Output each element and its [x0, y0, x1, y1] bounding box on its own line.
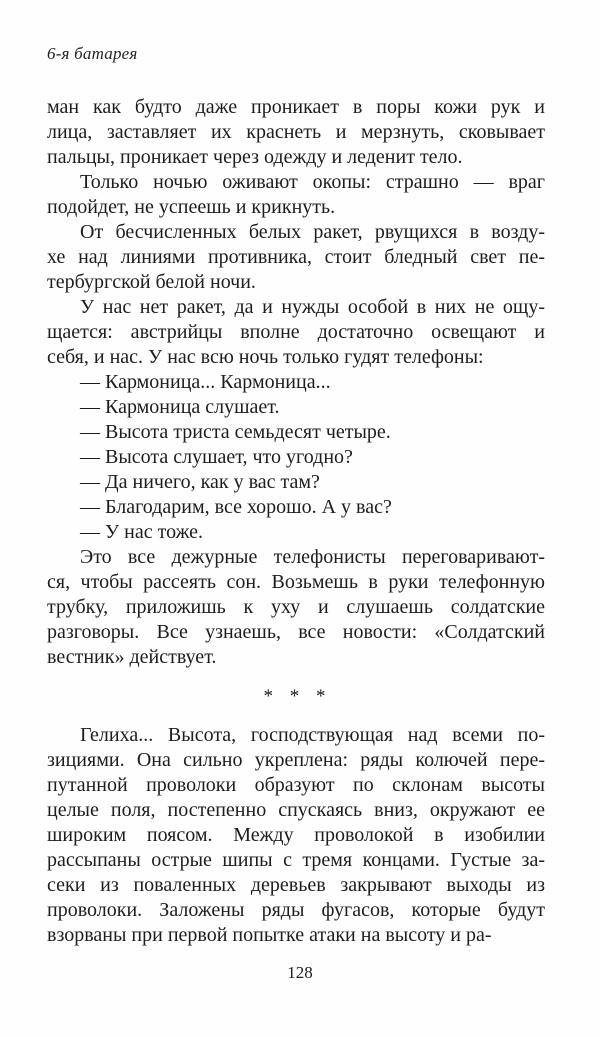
text-line: проволоки. Заложены ряды фугасов, которые будут [47, 899, 545, 921]
text-line: широким поясом. Между проволокой в изобилии [47, 824, 545, 846]
paragraph [47, 445, 545, 470]
text-line: От бесчисленных белых ракет, рвущихся в возду- [80, 221, 545, 243]
paragraph [47, 520, 545, 545]
text-line: щается: австрийцы вполне достаточно освещают и [47, 321, 545, 343]
section-separator: * * * [263, 686, 329, 707]
text-line: Только ночью оживают окопы: страшно — враг [80, 171, 545, 193]
text-column [47, 95, 545, 948]
paragraph [47, 723, 545, 948]
paragraph [47, 470, 545, 495]
paragraph [47, 370, 545, 395]
page-number: 128 [287, 963, 313, 982]
paragraph [47, 295, 545, 370]
paragraph [47, 220, 545, 295]
text-line: — Высота слушает, что угодно? [80, 446, 353, 468]
paragraph [47, 545, 545, 670]
paragraph [47, 170, 545, 220]
text-line: ман как будто даже проникает в поры кожи рук и [47, 96, 545, 118]
text-line: взорваны при первой попытке атаки на высоту и ра- [47, 924, 492, 946]
text-line: Гелиха... Высота, господствующая над всеми по- [80, 724, 545, 746]
text-line: трубку, приложишь к уху и слушаешь солдатские [47, 596, 545, 618]
text-line: целые поля, постепенно спускаясь вниз, окружают ее [47, 799, 545, 821]
text-line: вестник» действует. [47, 646, 217, 668]
text-line: — Благодарим, все хорошо. А у вас? [80, 496, 392, 518]
text-line: Это все дежурные телефонисты переговаривают- [80, 546, 545, 568]
text-line: хе над линиями противника, стоит бледный свет пе- [47, 246, 545, 268]
text-line: зициями. Она сильно укреплена: ряды колючей пере- [47, 749, 545, 771]
text-line: — Кармоница... Кармоница... [80, 371, 331, 393]
paragraph [47, 495, 545, 520]
text-line: тербургской белой ночи. [47, 271, 256, 293]
text-line: путанной проволоки образуют по склонам высоты [47, 774, 545, 796]
text-line: — Высота триста семьдесят четыре. [80, 421, 391, 443]
paragraph [47, 395, 545, 420]
text-line: лица, заставляет их краснеть и мерзнуть, сковывает [47, 121, 545, 143]
text-line: рассыпаны острые шипы с тремя концами. Густые за- [47, 849, 545, 871]
text-line: — У нас тоже. [80, 521, 204, 543]
text-line: подойдет, не успеешь и крикнуть. [47, 196, 336, 218]
running-head: 6-я батарея [47, 44, 138, 63]
text-line: пальцы, проникает через одежду и леденит тело. [47, 146, 463, 168]
text-line: себя, и нас. У нас всю ночь только гудят телефоны: [47, 346, 484, 368]
text-line: — Кармоница слушает. [80, 396, 280, 418]
paragraph [47, 95, 545, 170]
text-line: У нас нет ракет, да и нужды особой в них не ощу- [80, 296, 545, 318]
text-line: секи из поваленных деревьев закрывают выходы из [47, 874, 545, 896]
text-line: ся, чтобы рассеять сон. Возьмешь в руки телефонную [47, 571, 545, 593]
paragraph [47, 420, 545, 445]
text-line: разговоры. Все узнаешь, все новости: «Солдатский [47, 621, 545, 643]
text-line: — Да ничего, как у вас там? [80, 471, 320, 493]
